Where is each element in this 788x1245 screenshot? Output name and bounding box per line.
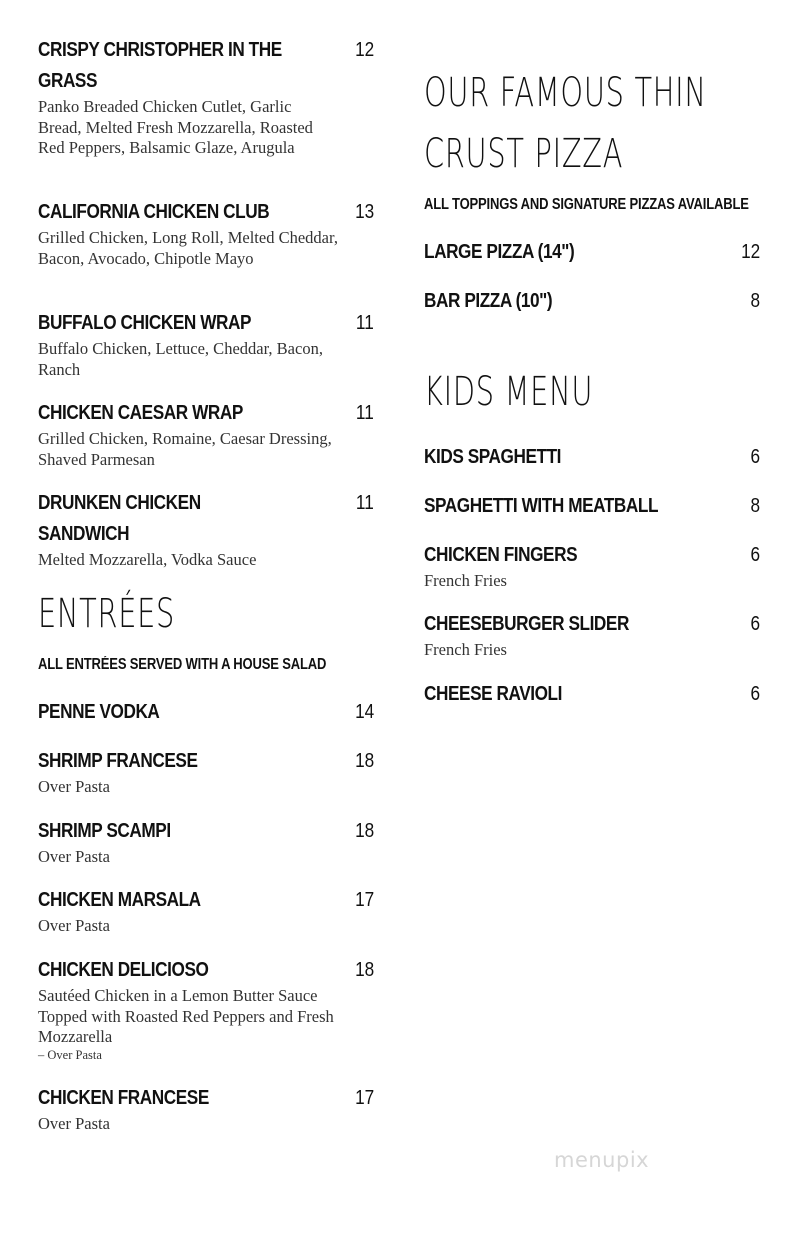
item-price: 6 <box>750 613 760 635</box>
menu-item-chicken-fingers <box>424 540 760 592</box>
item-name: CALIFORNIA CHICKEN CLUB <box>38 201 270 223</box>
item-price: 8 <box>750 290 760 312</box>
item-description: Sautéed Chicken in a Lemon Butter Sauce Topped with Roasted Red Peppers and Fresh Mozzarella <box>38 986 334 1046</box>
item-name: SPAGHETTI WITH MEATBALL <box>424 495 659 517</box>
item-name: SHRIMP SCAMPI <box>38 820 171 842</box>
menu-item-kids-spaghetti <box>424 442 760 473</box>
item-description: Panko Breaded Chicken Cutlet, Garlic Bread, Melted Fresh Mozzarella, Roasted Red Peppers, Balsamic Glaze, Arugula <box>38 97 313 157</box>
menu-item-drunken-chicken-sandwich <box>38 488 374 571</box>
menu-item-chicken-delicioso <box>38 955 374 1063</box>
item-name: DRUNKEN CHICKEN SANDWICH <box>38 492 201 545</box>
item-name: LARGE PIZZA (14") <box>424 241 575 263</box>
menu-item-shrimp-scampi <box>38 816 374 868</box>
menu-item-penne-vodka <box>38 697 374 728</box>
item-price: 11 <box>356 312 374 334</box>
item-name: CHICKEN DELICIOSO <box>38 959 209 981</box>
item-name: BAR PIZZA (10") <box>424 290 553 312</box>
menu-item-crispy-christopher <box>38 35 374 159</box>
item-price: 17 <box>354 889 374 911</box>
menu-item-cheese-ravioli <box>424 679 760 710</box>
item-name: SHRIMP FRANCESE <box>38 750 198 772</box>
item-description: French Fries <box>424 640 507 659</box>
section-heading-kids-menu: KIDS MENU <box>424 369 594 415</box>
menu-item-large-pizza <box>424 237 760 268</box>
menu-item-shrimp-francese <box>38 746 374 798</box>
item-description: Over Pasta <box>38 847 110 866</box>
item-name: CHEESE RAVIOLI <box>424 683 562 705</box>
item-price: 12 <box>354 39 374 61</box>
section-note-pizza: ALL TOPPINGS AND SIGNATURE PIZZAS AVAILABLE <box>424 196 749 213</box>
item-name: KIDS SPAGHETTI <box>424 446 562 468</box>
item-price: 8 <box>750 495 760 517</box>
menu-item-chicken-francese <box>38 1083 374 1135</box>
menu-item-cheeseburger-slider <box>424 609 760 661</box>
section-heading-pizza-line2: CRUST PIZZA <box>424 131 624 177</box>
item-description: Grilled Chicken, Long Roll, Melted Cheddar, Bacon, Avocado, Chipotle Mayo <box>38 228 338 268</box>
menu-item-chicken-caesar-wrap <box>38 398 374 470</box>
menu-item-buffalo-chicken-wrap <box>38 308 374 380</box>
item-name: CHEESEBURGER SLIDER <box>424 613 629 635</box>
item-description: Buffalo Chicken, Lettuce, Cheddar, Bacon, Ranch <box>38 339 323 379</box>
item-name: CHICKEN MARSALA <box>38 889 201 911</box>
item-price: 18 <box>354 750 374 772</box>
item-description: Melted Mozzarella, Vodka Sauce <box>38 550 257 569</box>
menu-item-chicken-marsala <box>38 885 374 937</box>
item-price: 12 <box>740 241 760 263</box>
item-name: CHICKEN FINGERS <box>424 544 578 566</box>
item-price: 18 <box>354 820 374 842</box>
item-description: Over Pasta <box>38 916 110 935</box>
item-description: French Fries <box>424 571 507 590</box>
item-price: 6 <box>750 446 760 468</box>
section-note-entrees: ALL ENTRÉES SERVED WITH A HOUSE SALAD <box>38 656 327 673</box>
menu-item-spaghetti-with-meatball <box>424 491 760 522</box>
item-price: 18 <box>354 959 374 981</box>
item-description: Grilled Chicken, Romaine, Caesar Dressing, Shaved Parmesan <box>38 429 332 469</box>
item-price: 6 <box>750 544 760 566</box>
item-price: 14 <box>354 701 374 723</box>
item-subnote: – Over Pasta <box>38 1047 102 1062</box>
item-name: PENNE VODKA <box>38 701 160 723</box>
section-heading-pizza-line1: OUR FAMOUS THIN <box>424 70 707 116</box>
item-description: Over Pasta <box>38 1114 110 1133</box>
item-name: BUFFALO CHICKEN WRAP <box>38 312 252 334</box>
item-price: 17 <box>354 1087 374 1109</box>
menu-item-bar-pizza <box>424 286 760 317</box>
item-price: 13 <box>354 201 374 223</box>
item-price: 6 <box>750 683 760 705</box>
section-heading-entrees: ENTRÉES <box>38 591 176 637</box>
item-name: CHICKEN FRANCESE <box>38 1087 209 1109</box>
watermark-logo: menupix <box>554 1148 650 1172</box>
item-description: Over Pasta <box>38 777 110 796</box>
item-price: 11 <box>356 492 374 514</box>
item-name: CRISPY CHRISTOPHER IN THE GRASS <box>38 39 282 92</box>
item-name: CHICKEN CAESAR WRAP <box>38 402 243 424</box>
item-price: 11 <box>356 402 374 424</box>
menu-item-california-chicken-club <box>38 197 374 269</box>
